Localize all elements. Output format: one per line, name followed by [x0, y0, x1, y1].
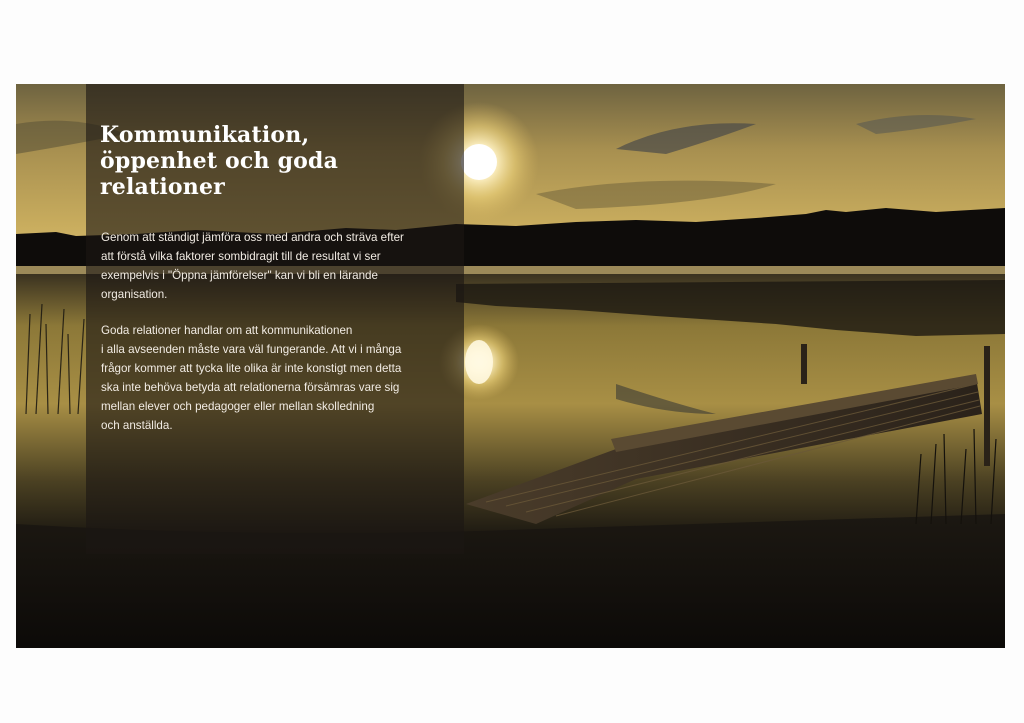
paragraph-line: organisation. [101, 288, 168, 301]
paragraph-line: frågor kommer att tycka lite olika är inte konstigt men detta [101, 362, 402, 375]
paragraph-line: mellan elever och pedagoger eller mellan skolledning [101, 400, 375, 413]
heading-line: öppenhet och goda [100, 148, 339, 174]
paragraph-line: och anställda. [101, 419, 173, 432]
heading-line: Kommunikation, [100, 122, 310, 148]
paragraph-relations [101, 321, 421, 435]
paragraph-line: Genom att ständigt jämföra oss med andra och sträva efter [101, 231, 404, 244]
paragraph-line: exempelvis i "Öppna jämförelser" kan vi bli en lärande [101, 269, 378, 282]
heading-line: relationer [100, 174, 225, 200]
paragraph-line: ska inte behöva betyda att relationerna försämras vare sig [101, 381, 400, 394]
paragraph-line: i alla avseenden måste vara väl fungerande. Att vi i många [101, 343, 402, 356]
paragraph-line: att förstå vilka faktorer sombidragit till de resultat vi ser [101, 250, 381, 263]
article-heading [100, 122, 430, 200]
paragraph-line: Goda relationer handlar om att kommunikationen [101, 324, 353, 337]
paragraph-comparison [101, 228, 421, 304]
